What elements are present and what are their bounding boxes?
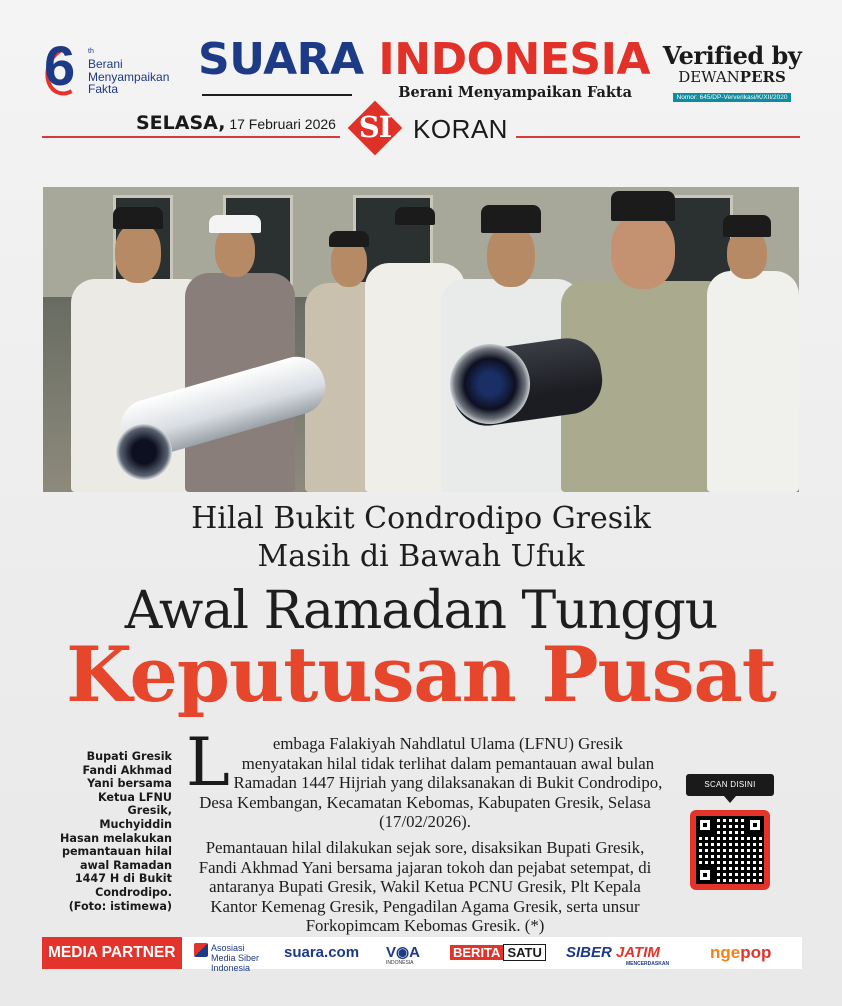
si-text: SI — [358, 110, 392, 144]
dateline-rule-right — [516, 136, 800, 138]
dateline — [0, 104, 842, 154]
nge-text: nge — [710, 943, 741, 962]
verified-title: Verified by — [662, 41, 802, 70]
partner-beritasatu-logo — [450, 943, 546, 963]
article-paragraph — [186, 724, 664, 832]
siber-text: SIBER — [566, 944, 612, 961]
kicker-line: Masih di Bawah Ufuk — [257, 539, 585, 574]
tagline-line: Menyampaikan — [88, 69, 170, 84]
tagline-line: Fakta — [88, 82, 119, 96]
partner-ngepop-logo — [710, 937, 771, 969]
brand-name-indonesia: INDONESIA — [378, 34, 651, 85]
anniversary-number: 6 — [44, 34, 76, 97]
dewan-pers-logo — [662, 68, 802, 86]
issue-date — [136, 112, 336, 134]
jatim-subtext: MENCERDASKAN — [626, 961, 670, 967]
headline-kicker — [0, 500, 842, 576]
amsi-mark-icon — [194, 943, 208, 957]
photo-person — [185, 215, 295, 492]
photo-person — [561, 191, 731, 492]
voa-text: V◉A — [386, 944, 420, 961]
issue-date-text: 17 Februari 2026 — [229, 116, 336, 132]
telescope-lens — [116, 424, 172, 480]
qr-finder — [696, 816, 714, 834]
si-logo — [342, 106, 408, 150]
anniversary-logo — [44, 34, 204, 102]
qr-finder — [696, 866, 714, 884]
qr-block[interactable] — [686, 774, 774, 890]
drop-cap: L — [186, 724, 230, 801]
qr-finder — [746, 816, 764, 834]
brand-name — [198, 34, 651, 85]
anniversary-suffix: th — [88, 48, 94, 55]
amsi-line: Indonesia — [211, 963, 251, 973]
photo-person — [707, 211, 799, 492]
issue-day: SELASA, — [136, 112, 226, 134]
media-partner-label: MEDIA PARTNER — [42, 937, 182, 969]
dateline-rule-left — [42, 136, 340, 138]
partner-siberjatim-logo — [566, 937, 670, 969]
brand-slogan: Berani Menyampaikan Fakta — [398, 84, 632, 101]
berita-text: BERITA — [450, 945, 503, 960]
partner-voa-logo — [386, 937, 420, 969]
qr-frame[interactable] — [690, 810, 770, 890]
section-label: KORAN — [413, 114, 508, 144]
telescope-lens — [450, 344, 530, 424]
amsi-line: Media Siber — [211, 953, 260, 963]
photo-caption: Bupati Gresik Fandi Akhmad Yani bersama Ketua LFNU Gresik, Muchyiddin Hasan melakukan pemantauan hilal awal Ramadan 1447 H di Bukit Condrodipo. (Foto: istimewa) — [60, 750, 172, 913]
headline-main: Awal Ramadan Tunggu — [124, 581, 718, 641]
qr-code[interactable] — [696, 816, 764, 884]
anniversary-tagline — [88, 58, 208, 96]
partner-amsi-logo — [194, 943, 259, 975]
pers-text: PERS — [739, 68, 786, 86]
verification-number: Nomor: 645/DP-Ververikasi/K/XII/2020 — [673, 93, 792, 102]
headline-emphasis: Keputusan Pusat — [66, 630, 776, 719]
slogan-row — [198, 84, 646, 104]
media-partner-bar — [42, 937, 802, 973]
pop-text: pop — [740, 943, 772, 962]
newspaper-brand — [198, 34, 651, 106]
article-body — [186, 724, 664, 942]
slogan-rule — [202, 94, 352, 96]
brand-name-suara: SUARA — [198, 34, 364, 85]
partner-suara-logo: suara.com — [284, 944, 360, 961]
tagline-line: Berani — [88, 57, 123, 71]
dewan-text: DEWAN — [678, 68, 740, 86]
jatim-text: JATIM — [616, 944, 660, 961]
qr-label: SCAN DISINI — [686, 774, 774, 796]
article-paragraph: Pemantauan hilal dilakukan sejak sore, disaksikan Bupati Gresik, Fandi Akhmad Yani bersama jajaran tokoh dan pejabat setempat, di antaranya Bupati Gresik, Wakil Ketua PCNU Gresik, Plt Kepala Kantor Kemenag Gresik, Pengadilan Agama Gresik, serta unsur Forkopimcam Kebomas Gresik. (*) — [198, 837, 652, 936]
kicker-line: Hilal Bukit Condrodipo Gresik — [191, 501, 651, 536]
satu-text: SATU — [503, 944, 545, 961]
voa-subtext: INDONESIA — [386, 960, 414, 966]
paragraph-text: embaga Falakiyah Nahdlatul Ulama (LFNU) Gresik menyatakan hilal tidak terlihat dalam pemantauan awal bulan Ramadan 1447 Hijriah yang dilaksanakan di Bukit Condrodipo, Desa Kembangan, Kecamatan Kebomas, Kabupaten Gresik, Selasa (17/02/2026). — [199, 734, 663, 832]
verified-badge — [662, 41, 802, 104]
amsi-line: Asosiasi — [211, 943, 245, 953]
